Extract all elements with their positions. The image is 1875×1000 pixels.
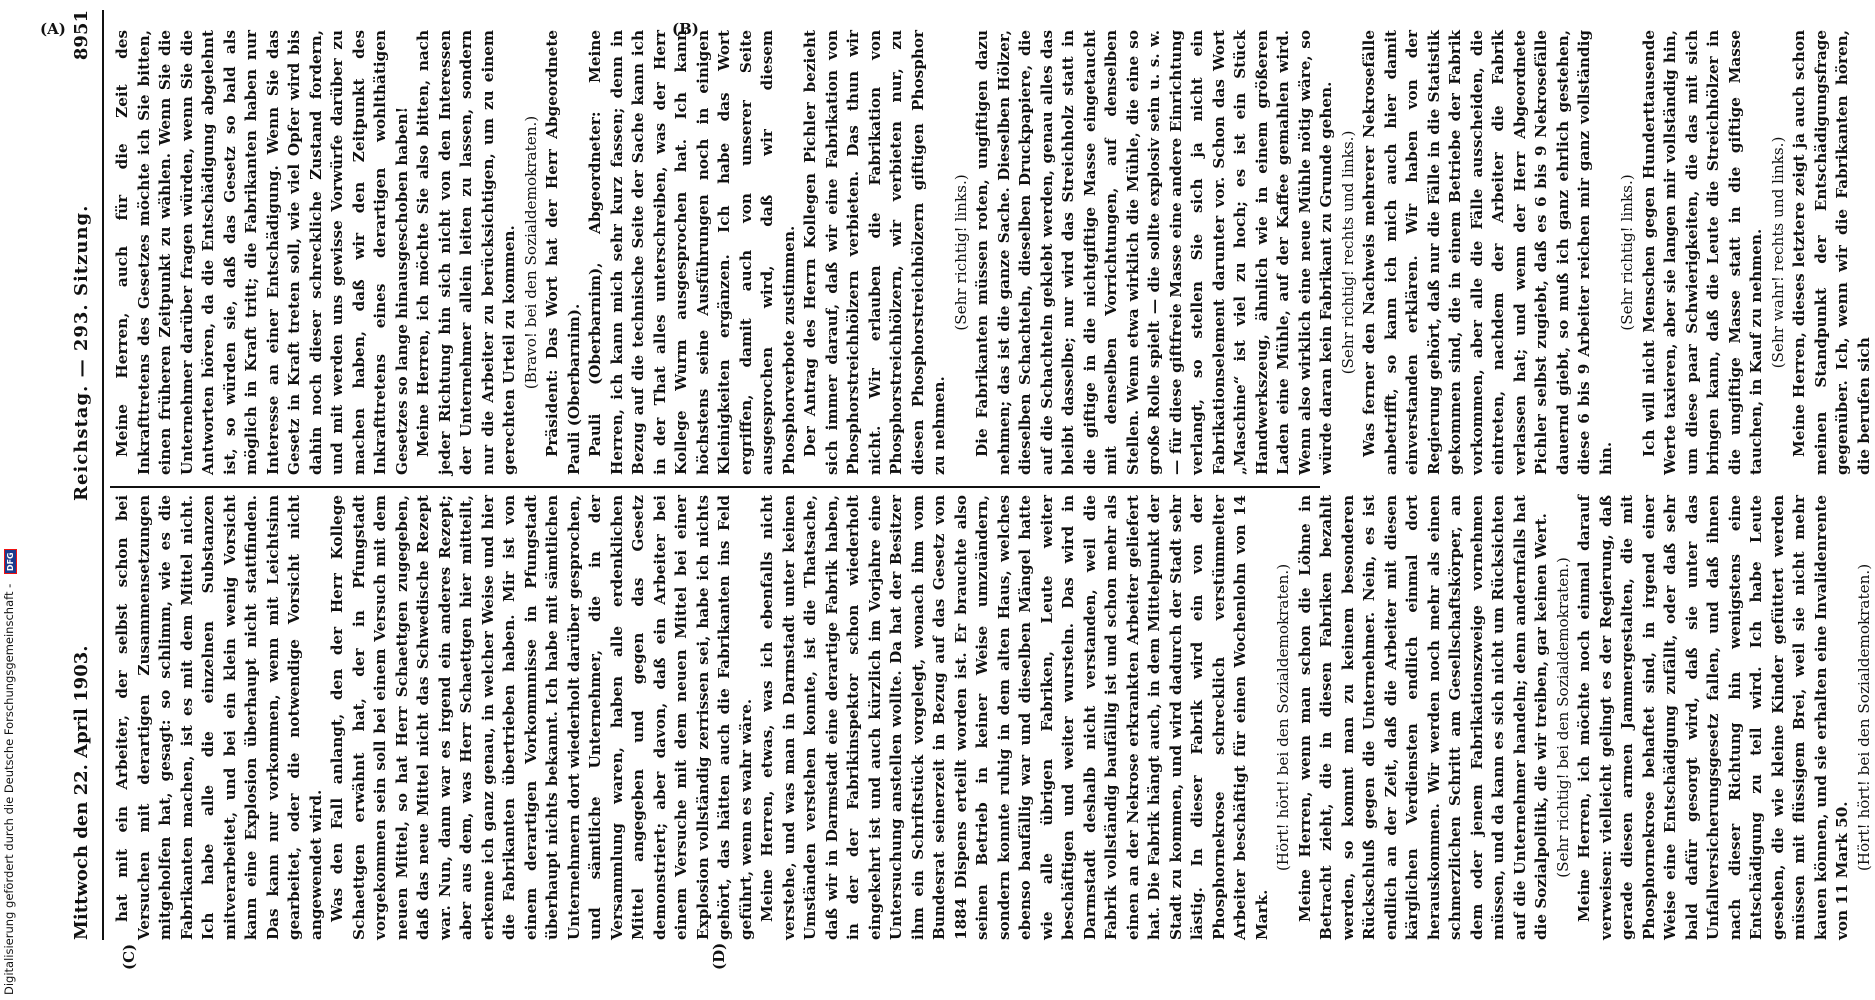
paragraph: Meine Herren, ich möchte Sie also bitten, nach jeder Richtung hin sich nicht von den Interessen der Unternehmer allein leiten zu lassen, sondern nur die Arbeiter zu berücksichtigen, um zu einem gerechten Urteil zu kommen. xyxy=(414,30,518,475)
page-header xyxy=(60,10,104,940)
paragraph: (Sehr richtig! links.) xyxy=(951,174,970,331)
margin-marker-left-b: (B) xyxy=(672,20,699,38)
paragraph: Pauli (Oberbarnim), Abgeordneter: Meine Herren, ich kann mich sehr kurz fassen; denn in Bezug auf die technische Seite der Sache kann ich in der That alles unterschreiben, was der Herr Kollege Wurm ausgesprochen hat. Ich kann höchstens seine Ausführungen noch in einigen Kleinigkeiten ergänzen. Ich habe das Wort ergriffen, damit auch von unserer Seite ausgesprochen wird, daß wir diesem Phosphorverbote zustimmen. xyxy=(586,30,798,475)
paragraph: (Sehr wahr! rechts und links.) xyxy=(1768,136,1787,369)
margin-marker-d: (D) xyxy=(710,942,728,970)
paragraph: Der Antrag des Herrn Kollegen Pichler bezieht sich immer darauf, daß wir eine Fabrikation von Phosphorstreichhölzern verbieten. Das thun wir nicht. Wir erlauben die Fabrikation von Phosphorstreichhölzern, wir verbieten nur, zu diesen Phosphorstreichhölzern giftigen Phosphor zu nehmen. xyxy=(801,30,948,475)
paragraph: Ich will nicht Menschen gegen Hunderttausende Werte taxieren, aber sie langen mir vollständig hin, um diese paar Schwierigkeiten, die das mit sich bringen kann, daß die Leute die Streichhölzer in die ungiftige Masse statt in die giftige Masse tauchen, in Kauf zu nehmen. xyxy=(1639,30,1765,475)
rotated-page-content xyxy=(60,10,1873,980)
paragraph: Meine Herren, auch für die Zeit des Inkrafttretens des Gesetzes möchte ich Sie bitten, einen früheren Zeitpunkt zu wählen. Wenn Sie die Unternehmer darüber fragen würden, wenn Sie die Antworten hören, da die Entschädigung abgelehnt ist, so würden sie, daß das Gesetz so bald als möglich in Kraft tritt; die Fabrikanten haben nur Interesse an einer Entschädigung. Wenn Sie das Gesetz in Kraft treten soll, wie viel Opfer wird bis dahin noch dieser schreckliche Zustand fordern, und mit werden uns gewisse Vorwürfe darüber zu machen haben, daß wir den Zeitpunkt des Inkrafttretens eines derartigen wohlthätigen Gesetzes so lange hinausgeschoben haben! xyxy=(113,30,411,475)
header-title: Reichstag. — 293. Sitzung. xyxy=(70,204,92,501)
header-date: Mittwoch den 22. April 1903. xyxy=(70,645,92,940)
paragraph: (Hört! hört! bei den Sozialdemokraten.) xyxy=(1274,563,1292,872)
margin-marker-left-a: (A) xyxy=(40,20,66,38)
credit-text: Digitalisierung gefördert durch die Deutsche Forschungsgemeinschaft - xyxy=(2,583,16,995)
paragraph: Was ferner den Nachweis mehrerer Nekrosefälle anbetrifft, so kann ich mich auch hier damit einverstanden erklären. Wir haben von der Regierung gehört, daß nur die Fälle in die Statistik gekommen sind, die in einem Betriebe der Fabrik vorkommen, aber alle die Fälle ausscheiden, die eintreten, nachdem der Arbeiter die Fabrik verlassen hat; und wenn der Herr Abgeordnete Pichler selbst zugiebt, daß es 6 bis 9 Nekrosefälle dauernd giebt, so muß ich ganz ehrlich gestehen, diese 6 bis 9 Arbeiter reichen mir ganz vollständig hin. xyxy=(1360,30,1615,475)
paragraph: (Hört! hört! bei den Sozialdemokraten.) xyxy=(1854,563,1873,872)
credit-line xyxy=(2,549,17,995)
right-text-column xyxy=(112,30,1875,475)
paragraph: Meine Herren, etwas, was ich ebenfalls nicht verstehe, und was man in Darmstadt unter keinen Umständen verstehen konnte, ist die Thatsache, daß wir in Darmstadt eine derartige Fabrik haben, in der der Fabrikinspektor schon wiederholt eingekehrt ist und auch kürzlich im Vorjahre eine Untersuchung anstellen wollte. Da hat der Besitzer ihm ein Schriftstück vorgelegt, wonach ihm vom Bundesrat seinerzeit in Bezug auf das Gesetz von 1884 Dispens erteilt worden ist. Er brauchte also seinen Betrieb in keiner Weise umzuändern, sondern konnte ruhig in dem alten Haus, welches ebenso baufällig war und dieselben Mängel hatte wie alle übrigen Fabriken, Leute weiter beschäftigen und weiter wursteln. Das wird in Darmstadt deshalb nicht verstanden, weil die Fabrik vollständig baufällig ist und schon mehr als einen an der Nekrose erkrankten Arbeiter geliefert hat. Die Fabrik hängt auch, in dem Mittelpunkt der Stadt zu kommen, und wird dadurch der Stadt sehr lästig. In dieser Fabrik wird ein von der Phosphornekrose schrecklich verstümmelter Arbeiter beschäftigt für einen Wochenlohn von 14 Mark. xyxy=(758,495,1271,940)
column-divider xyxy=(110,486,1320,488)
paragraph: Meine Herren, ich möchte noch einmal darauf verweisen: vielleicht gelingt es der Regierung, daß gerade diesen armen Jammergestalten, die mit Phosphornekrose behaftet sind, in irgend einer Weise eine Entschädigung zufällt, oder daß sehr bald dafür gesorgt wird, daß sie unter das Unfallversicherungsgesetz fallen, und daß ihnen nach dieser Richtung hin wenigstens eine Entschädigung zu teil wird. Ich habe Leute gesehen, die wie kleine Kinder gefüttert werden müssen mit flüssigem Brei, weil sie nicht mehr kauen können, und sie erhalten eine Invalidenrente von 11 Mark 50. xyxy=(1575,495,1851,940)
header-page-number: 8951 xyxy=(70,10,92,61)
digitization-credit xyxy=(0,0,22,1000)
dfg-logo-icon: DFG xyxy=(4,549,17,574)
paragraph: Meine Herren, dieses letztere zeigt ja auch schon meinen Standpunkt der Entschädigungsfrage gegenüber. Ich, wenn wir die Fabrikanten hören, die berufen sich xyxy=(1790,30,1873,475)
paragraph: (Bravo! bei den Sozialdemokraten.) xyxy=(521,115,540,390)
paragraph: hat mit ein Arbeiter, der selbst schon bei Versuchen mit derartigen Zusammensetzungen mitgeholfen hat, gesagt: so schlimm, wie es die Fabrikanten machen, ist es mit dem Mittel nicht. Ich habe alle die einzelnen Substanzen mitverarbeitet, und bei ein klein wenig Vorsicht kann eine Explosion überhaupt nicht stattfinden. Das kann nur vorkommen, wenn mit Leichtsinn gearbeitet, oder die notwendige Vorsicht nicht angewendet wird. xyxy=(113,495,325,940)
paragraph: (Sehr richtig! rechts und links.) xyxy=(1338,130,1357,375)
paragraph: Präsident: Das Wort hat der Herr Abgeordnete Pauli (Oberbarnim). xyxy=(543,30,583,475)
left-text-column xyxy=(112,495,1875,940)
paragraph: (Sehr richtig! bei den Sozialdemokraten.) xyxy=(1553,557,1572,878)
paragraph: (Sehr richtig! links.) xyxy=(1618,174,1636,331)
margin-marker-a: (C) xyxy=(120,943,138,970)
paragraph: Die Fabrikanten müssen roten, ungiftigen dazu nehmen; das ist die ganze Sache. Dieselben Hölzer, dieselben Schachteln, dieselben Druckpapiere, die auf die Schachteln geklebt werden, genau alles das bleibt dasselbe; nur wird das Streichholz statt in die giftige in die nichtgiftige Masse eingetaucht mit denselben Vorrichtungen, auf denselben Stellen. Wenn etwa wirklich die Mühle, die eine so große Rolle spielt — die sollte explosiv sein u. s. w. — für diese giftfreie Masse eine andere Einrichtung verlangt, so stellen Sie sich ja nicht ein Fabrikationselement darunter vor. Schon das Wort „Maschine“ ist viel zu hoch; es ist ein Stück Handwerkszeug, ähnlich wie in einem größeren Laden eine Mühle, auf der Kaffee gemahlen wird. Wenn also wirklich eine neue Mühle nötig wäre, so würde daran kein Fabrikant zu Grunde gehen. xyxy=(973,30,1335,475)
paragraph: Was den Fall anlangt, den der Herr Kollege Schaettgen erwähnt hat, der in Pfungstadt vorgekommen sein soll bei einem Versuch mit dem neuen Mittel, so hat Herr Schaettgen zugegeben, daß das neue Mittel nicht das Schwedische Rezept war. Nun, dann war es irgend ein anderes Rezept; aber aus dem, was Herr Schaettgen hier mitteilt, erkenne ich ganz genau, in welcher Weise und hier die Fabrikanten übertrieben haben. Mir ist von einem derartigen Vorkommnisse in Pfungstadt überhaupt nichts bekannt. Ich habe mit sämtlichen Unternehmern dort wiederholt darüber gesprochen, und sämtliche Unternehmer, die in der Versammlung waren, haben alle erdenklichen Mittel angegeben und gegen das Gesetz demonstriert; aber davon, daß ein Arbeiter bei einem Versuche mit dem neuen Mittel bei einer Explosion vollständig zerrissen sei, habe ich nichts gehört, das hätten auch die Fabrikanten ins Feld geführt, wenn es wahr wäre. xyxy=(328,495,755,940)
paragraph: Meine Herren, wenn man schon die Löhne in Betracht zieht, die in diesen Fabriken bezahlt werden, so kommt man zu keinem besonderen Rückschluß gegen die Unternehmer. Nein, es ist endlich an der Zeit, daß die Arbeiter mit diesen kärglichen Verdiensten endlich einmal dort herauskommen. Wir werden noch mehr als einen schmerzlichen Schritt am Gesellschaftskörper, an dem oder jenem Fabrikationszweige vornehmen müssen, und da kann es sich nicht um Rücksichten auf die Unternehmer handeln; denn andernfalls hat die Sozialpolitik, die wir treiben, gar keinen Wert. xyxy=(1295,495,1550,940)
